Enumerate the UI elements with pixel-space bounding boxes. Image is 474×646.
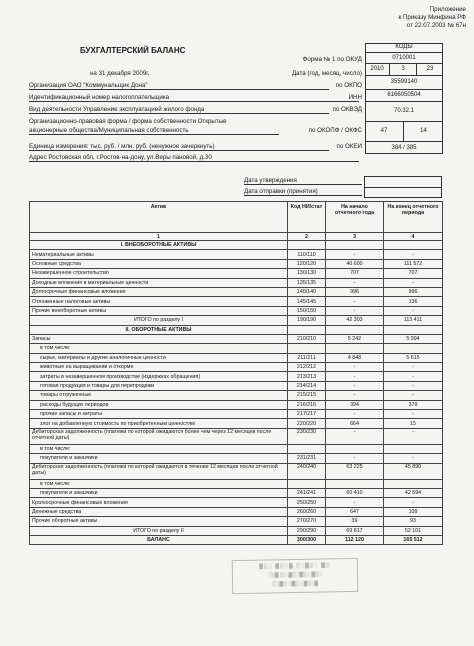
row-name-cell: сырье, материалы и другие аналогичные ценности [30,353,288,362]
row-code-cell [288,479,326,488]
row-end-value-cell [384,241,443,250]
row-name-cell: Прочие оборотные активы [30,517,288,526]
column-number-cell: 2 [288,233,326,241]
row-end-value-cell: - [384,278,443,287]
row-start-value-cell: - [326,391,384,400]
row-end-value-cell: 45 890 [384,463,443,479]
row-start-value-cell: - [326,410,384,419]
table-row [30,325,443,334]
row-code-cell: 300/300 [288,535,326,544]
row-code-cell: 217/217 [288,410,326,419]
row-code-cell: 241/241 [288,488,326,497]
inn-description: Идентификационный номер налогоплательщика [29,94,359,102]
report-date: на 31 декабря 2009г. [90,70,150,77]
row-name-cell: Дебиторская задолженность (платежи по которой ожидаются более чем через 12 месяцев после отчетной даты) [30,428,288,444]
table-column-number-row [30,233,443,241]
table-row [30,344,443,353]
row-end-value-cell [384,444,443,453]
date-year: 2010 [365,64,390,76]
row-name-cell: покупатели и заказчики [30,454,288,463]
org-name: Организация ОАО "Коммунальщик Дона" [29,82,329,90]
table-row [30,287,443,296]
table-header-cell: На начало отчетного года [326,202,384,233]
row-end-value-cell: 996 [384,287,443,296]
row-code-cell: 145/145 [288,297,326,306]
stamp-image: ▓▒░ ▓▒░▓ ▒░▓▒░ ▓▒ ░▒▓ ▒░ ▓▒░▓▒░ ▓▒░ ▒░▓▒ ░▓▒░ ▓▒░▓ [232,558,359,594]
row-start-value-cell: 42 303 [326,316,384,325]
row-start-value-cell: 63 225 [326,463,384,479]
okud-value: 0710001 [365,53,443,64]
row-start-value-cell: 39 [326,517,384,526]
row-end-value-cell: 52 101 [384,526,443,535]
appendix-line-1: Приложение [429,6,466,13]
table-row [30,428,443,444]
unit-of-measure: Единица измерения: тыс. руб. / млн. руб. (ненужное зачеркнуть) [29,143,329,151]
row-name-cell: товары отгруженные [30,391,288,400]
table-header-row [30,202,443,233]
row-code-cell: 140/140 [288,287,326,296]
okfs-value: 14 [404,122,443,142]
table-row [30,250,443,259]
okopf-value: 47 [365,122,404,142]
row-end-value-cell: - [384,454,443,463]
row-end-value-cell: - [384,498,443,507]
okpo-label: по ОКПО [335,82,362,89]
table-row [30,353,443,362]
okopf-label: по ОКОПФ / ОКФС [308,127,362,134]
row-code-cell: 230/230 [288,428,326,444]
table-row [30,526,443,535]
row-code-cell: 190/190 [288,316,326,325]
row-end-value-cell: - [384,306,443,315]
row-code-cell: 130/130 [288,269,326,278]
row-end-value-cell [384,344,443,353]
row-name-cell: Прочие внеоборотные активы [30,306,288,315]
row-code-cell [288,241,326,250]
row-name-cell: II. ОБОРОТНЫЕ АКТИВЫ [30,325,288,334]
row-code-cell [288,444,326,453]
row-start-value-cell [326,325,384,334]
legal-form-line-1: Организационно-правовая форма / форма собственности Открытые [29,118,227,125]
row-start-value-cell: - [326,372,384,381]
table-row [30,259,443,268]
table-row [30,391,443,400]
row-name-cell: Долгосрочные финансовые вложения [30,287,288,296]
row-name-cell: ИТОГО по разделу II [30,526,288,535]
row-end-value-cell: - [384,391,443,400]
row-name-cell: злог на добавленную стоимость по приобретенным ценностям [30,419,288,428]
row-code-cell: 210/210 [288,334,326,343]
row-code-cell: 211/211 [288,353,326,362]
row-start-value-cell: 5 242 [326,334,384,343]
inn-value: 6166050504 [365,90,443,102]
row-name-cell: I. ВНЕОБОРОТНЫЕ АКТИВЫ [30,241,288,250]
row-start-value-cell: 664 [326,419,384,428]
row-end-value-cell: 136 [384,297,443,306]
row-end-value-cell: 15 [384,419,443,428]
row-end-value-cell: - [384,428,443,444]
row-name-cell: животные на выращивании и откорме [30,363,288,372]
table-row [30,535,443,544]
row-code-cell: 213/213 [288,372,326,381]
row-start-value-cell: - [326,363,384,372]
row-name-cell: затраты в незавершенном производстве (издержках обращения) [30,372,288,381]
row-end-value-cell: 42 594 [384,488,443,497]
row-name-cell: Незавершенное строительство [30,269,288,278]
row-end-value-cell: 93 [384,517,443,526]
row-end-value-cell [384,479,443,488]
okved-value: 70.32.1 [365,102,443,122]
row-start-value-cell: - [326,278,384,287]
row-end-value-cell: - [384,410,443,419]
row-start-value-cell: 996 [326,287,384,296]
row-start-value-cell [326,479,384,488]
appendix-line-3: от 22.07.2003 № 67н [406,22,466,29]
table-row [30,444,443,453]
row-end-value-cell: 5 994 [384,334,443,343]
row-code-cell: 240/240 [288,463,326,479]
column-number-cell: 4 [384,233,443,241]
table-row [30,517,443,526]
row-code-cell: 231/231 [288,454,326,463]
column-number-cell: 3 [326,233,384,241]
row-end-value-cell: 379 [384,400,443,409]
row-name-cell: готовая продукция и товары для перепродажи [30,381,288,390]
row-start-value-cell: - [326,498,384,507]
okei-value: 384 / 385 [391,144,417,151]
row-name-cell: Дебиторская задолженность (платежи по которой ожидаются в течение 12 месяцев после отчетной даты) [30,463,288,479]
row-code-cell: 290/290 [288,526,326,535]
row-end-value-cell: 111 572 [384,259,443,268]
date-label: Дата (год, месяц, число) [291,70,362,77]
row-name-cell: Основные средства [30,259,288,268]
row-code-cell [288,325,326,334]
table-row [30,334,443,343]
row-start-value-cell: - [326,250,384,259]
row-end-value-cell: 113 411 [384,316,443,325]
table-row [30,498,443,507]
row-start-value-cell: 707 [326,269,384,278]
row-start-value-cell: 40 600 [326,259,384,268]
table-row [30,316,443,325]
row-code-cell: 150/150 [288,306,326,315]
table-row [30,488,443,497]
table-row [30,419,443,428]
table-row [30,479,443,488]
table-row [30,269,443,278]
row-code-cell: 216/216 [288,400,326,409]
row-code-cell: 212/212 [288,363,326,372]
row-start-value-cell: 4 848 [326,353,384,362]
table-row [30,463,443,479]
table-row [30,454,443,463]
table-row [30,507,443,516]
row-name-cell: Нематериальные активы [30,250,288,259]
row-name-cell: Краткосрочные финансовые вложения [30,498,288,507]
row-name-cell: расходы будущих периодов [30,400,288,409]
row-name-cell: в том числе: [30,444,288,453]
table-row [30,372,443,381]
row-end-value-cell [384,325,443,334]
sending-date-label: Дата отправки (принятия) [244,188,362,196]
row-start-value-cell [326,241,384,250]
row-start-value-cell: 60 410 [326,488,384,497]
approval-date-label: Дата утверждения [244,177,362,185]
table-header-cell: Актив [30,202,288,233]
row-name-cell: покупатели и заказчики [30,488,288,497]
row-code-cell: 270/270 [288,517,326,526]
document-title: БУХГАЛТЕРСКИЙ БАЛАНС [80,46,186,55]
row-name-cell: Денежные средства [30,507,288,516]
row-name-cell: ИТОГО по разделу I [30,316,288,325]
row-start-value-cell: 647 [326,507,384,516]
table-row [30,410,443,419]
row-start-value-cell: 69 817 [326,526,384,535]
appendix-line-2: к Приказу Минфина РФ [398,14,466,21]
row-code-cell: 120/120 [288,259,326,268]
row-start-value-cell: - [326,306,384,315]
okei-label: по ОКЕИ [336,143,362,150]
approval-date-box[interactable] [364,176,442,188]
okved-label: по ОКВЭД [332,106,362,113]
table-row [30,278,443,287]
address: Адрес Ростовская обл, г.Ростов-на-дону, ул.Веры пановой, д.30 [29,154,359,162]
row-start-value-cell: - [326,454,384,463]
row-code-cell: 135/135 [288,278,326,287]
row-end-value-cell: 109 [384,507,443,516]
okpo-value: 35599140 [365,76,443,90]
table-row [30,363,443,372]
okud-label: Форма № 1 по ОКУД [302,56,362,63]
row-end-value-cell: - [384,250,443,259]
table-row [30,306,443,315]
row-code-cell: 214/214 [288,381,326,390]
sending-date-box[interactable] [364,188,442,198]
balance-table [29,201,443,545]
date-day: 23 [417,64,443,76]
column-number-cell: 1 [30,233,288,241]
date-month: 3 [390,64,417,76]
row-code-cell: 215/215 [288,391,326,400]
row-start-value-cell [326,444,384,453]
row-start-value-cell: - [326,297,384,306]
row-code-cell: 260/260 [288,507,326,516]
row-end-value-cell: 707 [384,269,443,278]
row-start-value-cell: - [326,428,384,444]
row-name-cell: Отложенные налоговые активы [30,297,288,306]
row-end-value-cell: 165 512 [384,535,443,544]
table-row [30,400,443,409]
row-name-cell: Запасы [30,334,288,343]
row-end-value-cell: 5 615 [384,353,443,362]
legal-form-line-2: акционерные общества/Муниципальная собственность [29,127,279,135]
table-header-cell: Код НИ/стат [288,202,326,233]
row-name-cell: в том числе: [30,344,288,353]
row-code-cell [288,344,326,353]
row-code-cell: 250/250 [288,498,326,507]
table-header-cell: На конец отчетного периода [384,202,443,233]
row-end-value-cell: - [384,372,443,381]
row-end-value-cell: - [384,381,443,390]
activity-type: Вид деятельности Управление эксплуатацией жилого фонда [29,106,329,114]
row-code-cell: 220/220 [288,419,326,428]
row-name-cell: в том числе: [30,479,288,488]
table-row [30,297,443,306]
inn-label: ИНН [348,94,362,101]
row-code-cell: 110/110 [288,250,326,259]
table-row [30,381,443,390]
row-name-cell: прочие запасы и затраты [30,410,288,419]
row-start-value-cell [326,344,384,353]
row-start-value-cell: 112 120 [326,535,384,544]
table-row [30,241,443,250]
row-name-cell: Доходные вложения в материальные ценности [30,278,288,287]
row-start-value-cell: - [326,381,384,390]
row-name-cell: БАЛАНС [30,535,288,544]
row-start-value-cell: 394 [326,400,384,409]
codes-header: КОДЫ [365,43,443,53]
row-end-value-cell: - [384,363,443,372]
